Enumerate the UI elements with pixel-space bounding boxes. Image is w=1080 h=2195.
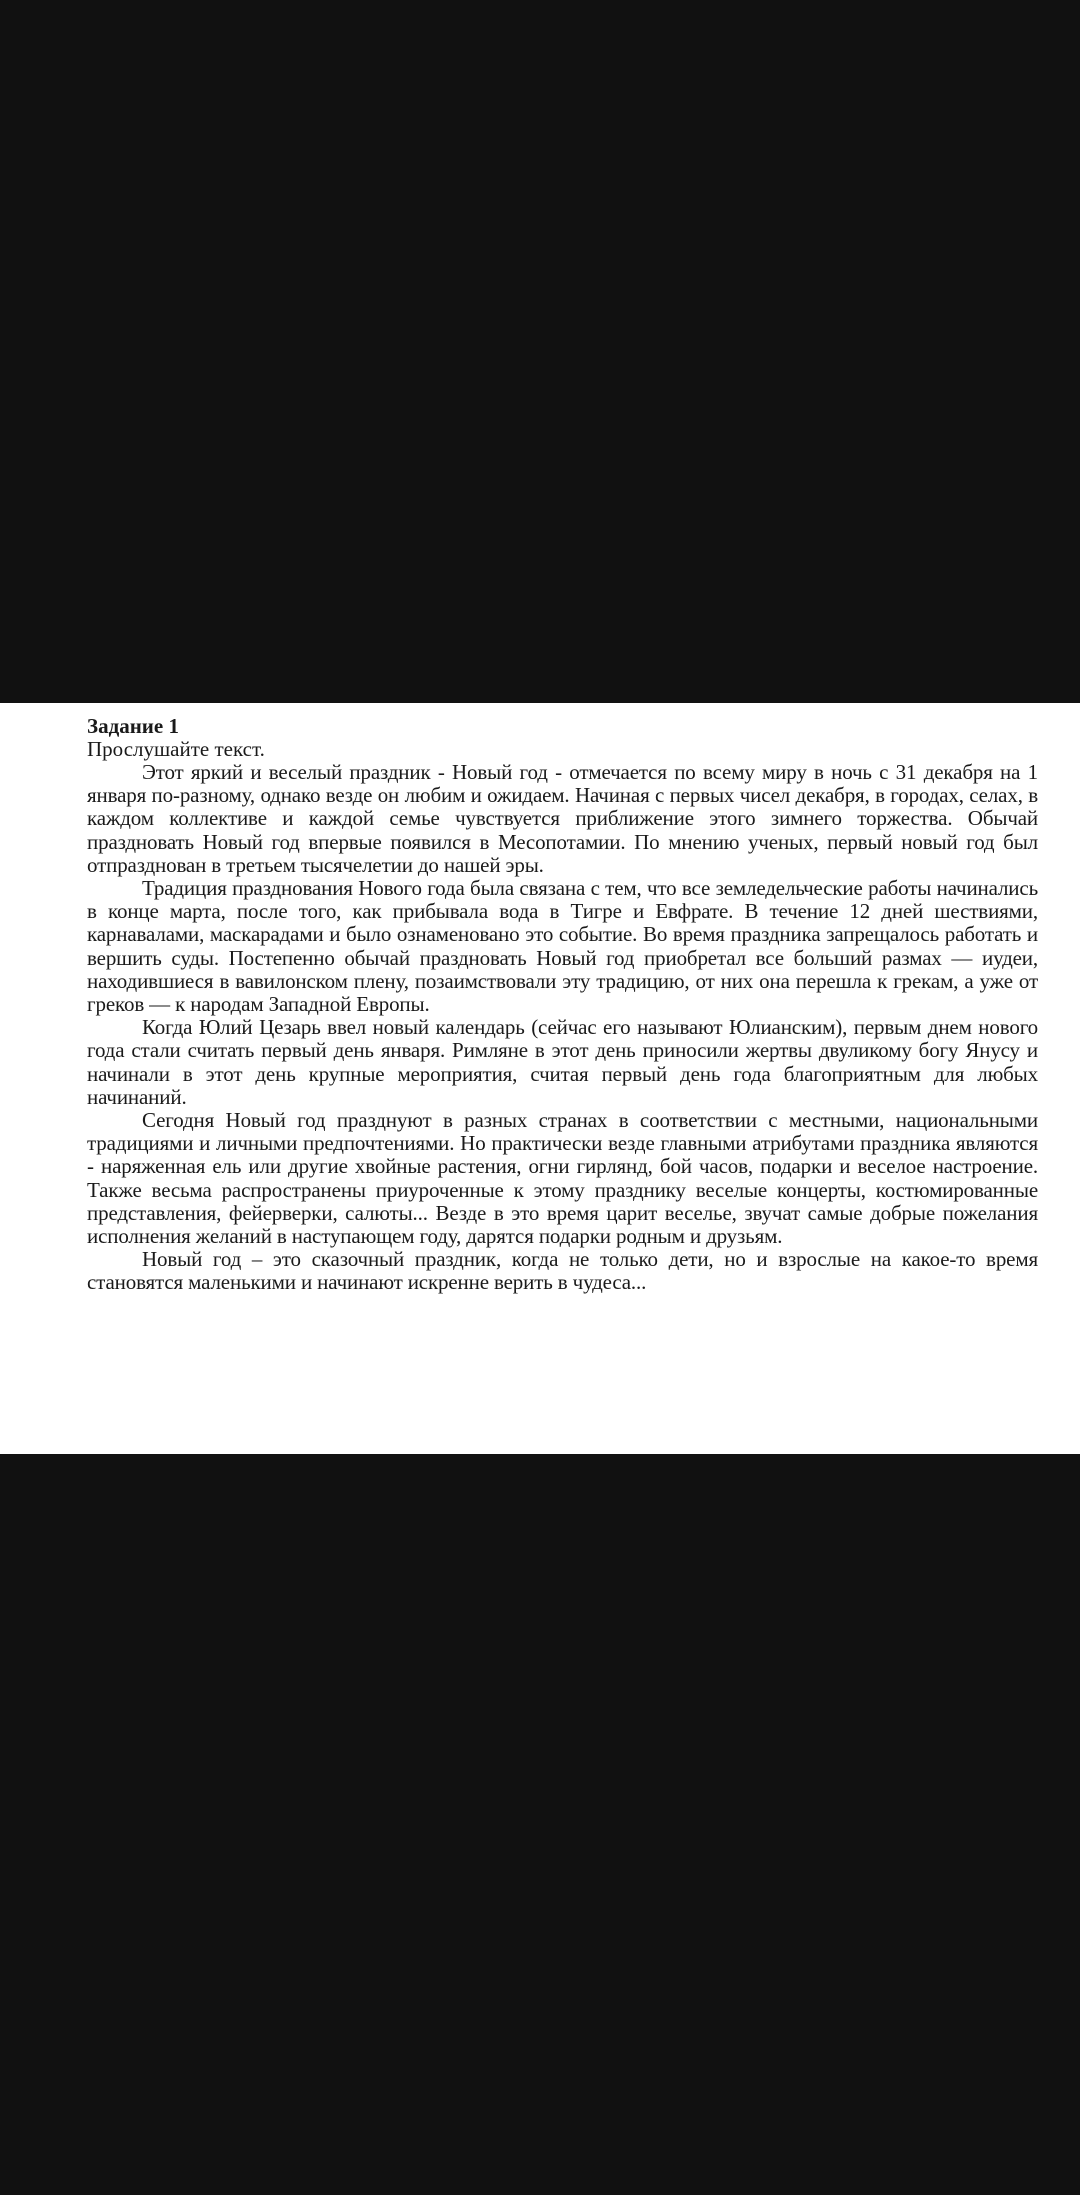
document-image xyxy=(0,703,1080,1454)
paragraph-3: Когда Юлий Цезарь ввел новый календарь (сейчас его называют Юлианским), первым днем нового года стали считать первый день января. Римляне в этот день приносили жертвы двуликому богу Янусу и начинали в этот день крупные мероприятия, считая первый день года благоприятным для любых начинаний. xyxy=(87,1015,1038,1109)
paragraph-4: Сегодня Новый год празднуют в разных странах в соответствии с местными, национальными традициями и личными предпочтениями. Но практически везде главными атрибутами праздника являются - наряженная ель или другие хвойные растения, огни гирлянд, бой часов, подарки и веселое настроение. Также весьма распространены приуроченные к этому празднику веселые концерты, костюмированные представления, фейерверки, салюты... Везде в это время царит веселье, звучат самые добрые пожелания исполнения желаний в наступающем году, дарятся подарки родным и друзьям. xyxy=(87,1108,1038,1249)
paragraph-5: Новый год – это сказочный праздник, когда не только дети, но и взрослые на какое-то время становятся маленькими и начинают искренне верить в чудеса... xyxy=(87,1247,1038,1295)
paragraph-2: Традиция празднования Нового года была связана с тем, что все земледельческие работы начинались в конце марта, после того, как прибывала вода в Тигре и Евфрате. В течение 12 дней шествиями, карнавалами, маскарадами и было ознаменовано это событие. Во время праздника запрещалось работать и вершить суды. Постепенно обычай праздновать Новый год приобретал все больший размах — иудеи, находившиеся в вавилонском плену, позаимствовали эту традицию, от них она перешла к грекам, а уже от греков — к народам Западной Европы. xyxy=(87,876,1038,1017)
task-title: Задание 1 xyxy=(87,714,179,738)
paragraph-1: Этот яркий и веселый праздник - Новый год - отмечается по всему миру в ночь с 31 декабря на 1 января по-разному, однако везде он любим и ожидаем. Начиная с первых чисел декабря, в городах, селах, в каждом коллективе и каждой семье чувствуется приближение этого зимнего торжества. Обычай праздновать Новый год впервые появился в Месопотамии. По мнению ученых, первый новый год был отпразднован в третьем тысячелетии до нашей эры. xyxy=(87,760,1038,877)
instruction: Прослушайте текст. xyxy=(87,737,265,761)
